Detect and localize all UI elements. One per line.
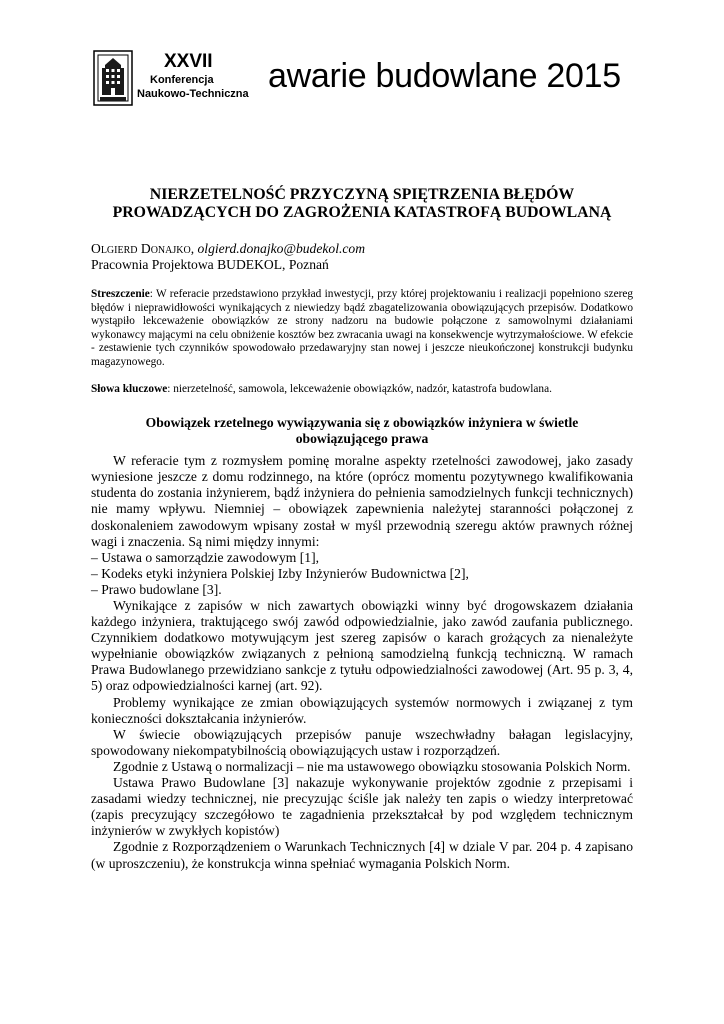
building-logo-icon [93,50,133,106]
list-item: – Prawo budowlane [3]. [91,581,222,597]
paragraph: Zgodnie z Ustawą o normalizacji – nie ma ustawowego obowiązku stosowania Polskich Norm. [113,758,631,774]
keywords: Słowa kluczowe: nierzetelność, samowola, lekceważenie obowiązków, nadzór, katastrofa budowlana. [91,382,552,395]
event-title: awarie budowlane 2015 [268,57,621,95]
paper-title-line-1: NIERZETELNOŚĆ PRZYCZYNĄ SPIĘTRZENIA BŁĘDÓW [149,186,575,203]
paragraph: W referacie tym z rozmysłem pominę moralne aspekty rzetelności zawodowej, jako zasady wyniesione jeszcze z domu rodzinnego, na które (oprócz momentu pozytywnego kwalifikowania studenta do zostania inżynierem, bądź inżyniera do pełnienia samodzielnych funkcji technicznych) nie mamy wpływu. Niemniej – obowiązek zapewnienia należytej staranności połączonej z doskonaleniem zawodowym wpisany został w myśl przewodnią szeregu aktów prawnych różnej wagi i znaczenia. Są nimi między innymi: [91,453,633,549]
paper-title-line-2: PROWADZĄCYCH DO ZAGROŻENIA KATASTROFĄ BUDOWLANĄ [112,204,612,221]
paragraph: W świecie obowiązujących przepisów panuje wszechwładny bałagan legislacyjny, spowodowany niekompatybilnością obowiązujących ustaw i rozporządzeń. [91,726,633,758]
list-item: – Kodeks etyki inżyniera Polskiej Izby Inżynierów Budownictwa [2], [91,565,469,581]
keywords-text: nierzetelność, samowola, lekceważenie obowiązków, nadzór, katastrofa budowlana. [173,382,552,395]
author-email: olgierd.donajko@budekol.com [197,241,366,256]
section-body [91,453,633,871]
keywords-label: Słowa kluczowe [91,382,168,395]
author-name: Olgierd Donajko [91,241,191,256]
section-heading-line-2: obowiązującego prawa [295,431,429,447]
abstract-label: Streszczenie [91,288,150,300]
paragraph: Zgodnie z Rozporządzeniem o Warunkach Technicznych [4] w dziale V par. 204 p. 4 zapisano (w uproszczeniu), że konstrukcja winna spełniać wymagania Polskich Norm. [91,839,633,871]
abstract: Streszczenie: W referacie przedstawiono przykład inwestycji, przy której projektowaniu i realizacji popełniono szereg błędów i nieprawidłowości wynikających z niewiedzy bądź zbagatelizowania obowiązujących przepisów. Dodatkowo wystąpiło lekceważenie obowiązków ze strony nadzoru na budowie połączone z samowolnymi działaniami wykonawcy mającymi na celu obniżenie kosztów bez zwracania uwagi na konsekwencje wytrzymałościowe. W efekcie - zestawienie tych czynników spowodowało przedawaryjny stan nowej i jeszcze nieukończonej konstrukcji budynku magazynowego. [91,288,634,368]
paragraph: Ustawa Prawo Budowlane [3] nakazuje wykonywanie projektów zgodnie z przepisami i zasadami wiedzy technicznej, nie precyzując ściśle jak należy ten zapis o wiedzy interpretować (zapis precyzujący szczegółowo te zagadnienia przekształcał by pod względem technicznym inżynierów w zwykłych kopistów) [91,775,633,839]
section-heading-line-1: Obowiązek rzetelnego wywiązywania się z obowiązków inżyniera w świetle [145,415,579,431]
conference-number: XXVII [164,51,213,72]
list-item: – Ustawa o samorządzie zawodowym [1], [91,549,319,565]
conference-kind: Konferencja [150,74,214,86]
abstract-text: W referacie przedstawiono przykład inwestycji, przy której projektowaniu i realizacji popełniono szereg błędów i nieprawidłowości wynikających z niewiedzy bądź zbagatelizowania obowiązujących przepisów. Dodatkowo wystąpiło lekceważenie obowiązków ze strony nadzoru na budowie połączone z samowolnymi działaniami wykonawcy mającymi na celu obniżenie kosztów bez zwracania uwagi na konsekwencje wytrzymałościowe. W efekcie - zestawienie tych czynników spowodowało przedawaryjny stan nowej i jeszcze nieukończonej konstrukcji budynku magazynowego. [91,288,634,368]
paragraph: Problemy wynikające ze zmian obowiązujących systemów normowych i związanej z tym konieczności dokształcania inżynierów. [91,694,633,726]
paragraph: Wynikające z zapisów w nich zawartych obowiązki winny być drogowskazem działania każdego inżyniera, traktującego swój zawód odpowiedzialnie, jako zawód zaufania publicznego. Czynnikiem dodatkowo motywującym jest szereg zapisów o karach grożących za nienależyte wypełnianie obowiązków związanych z pełnioną samodzielną funkcją techniczną. W ramach Prawa Budowlanego przewidziano sankcje z tytułu odpowiedzialności zawodowej (Art. 95 p. 3, 4, 5) oraz odpowiedzialności karnej (art. 92). [91,598,633,694]
author-line: Olgierd Donajko, olgierd.donajko@budekol.com [91,241,366,256]
legal-acts-list [91,550,633,598]
conference-header [93,50,638,110]
author-affiliation: Pracownia Projektowa BUDEKOL, Poznań [91,257,329,272]
author-block [91,241,633,273]
paper-title [91,186,633,222]
section-heading [91,415,633,447]
paper-body [91,186,633,872]
conference-subtitle: Naukowo-Techniczna [137,88,249,100]
